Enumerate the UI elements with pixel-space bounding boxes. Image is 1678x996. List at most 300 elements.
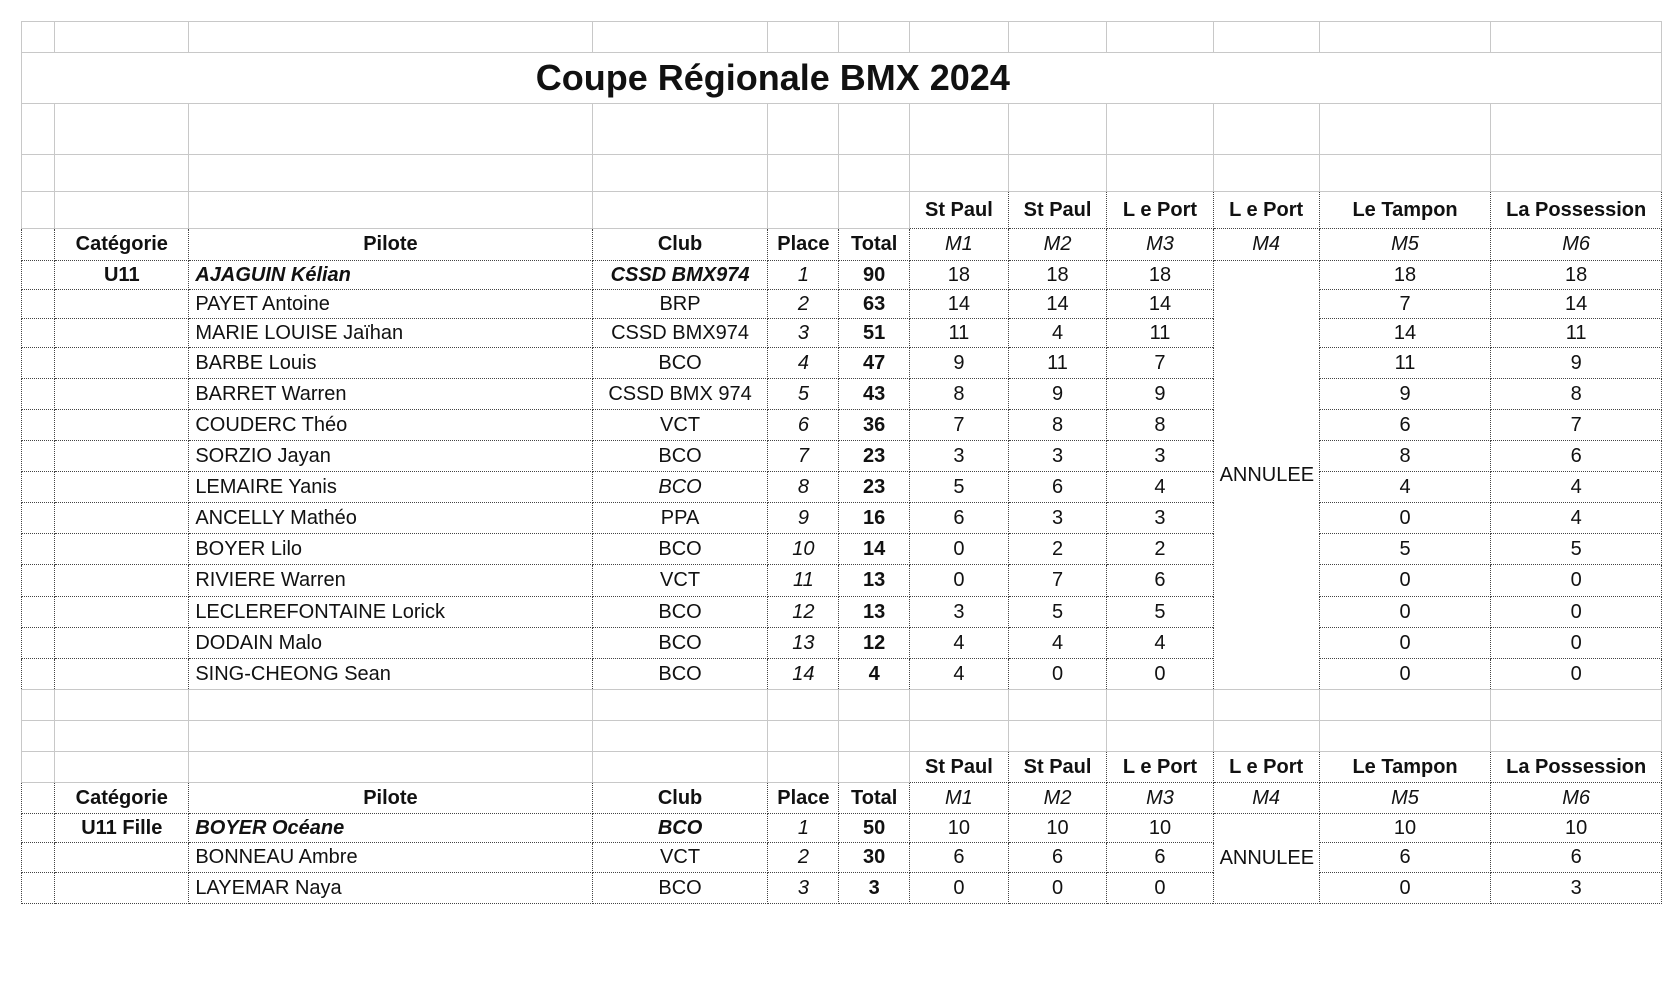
- empty-cell: [55, 721, 189, 752]
- pilote-cell: MARIE LOUISE Jaïhan: [189, 319, 592, 348]
- header-manche: M3: [1107, 783, 1213, 814]
- row-stub: [22, 873, 55, 904]
- total-cell: 23: [839, 441, 910, 472]
- header-club: Club: [592, 229, 768, 261]
- m5-cell: 0: [1319, 628, 1491, 659]
- table-row: [22, 873, 1662, 904]
- m3-cell: 3: [1107, 503, 1213, 534]
- table-row: [22, 379, 1662, 410]
- category-cell: [55, 534, 189, 565]
- m6-cell: 8: [1491, 379, 1662, 410]
- m2-cell: 5: [1008, 597, 1107, 628]
- m6-cell: 6: [1491, 441, 1662, 472]
- m1-cell: 0: [910, 873, 1009, 904]
- pilote-cell: AJAGUIN Kélian: [189, 261, 592, 290]
- total-cell: 90: [839, 261, 910, 290]
- empty-cell: [189, 22, 592, 53]
- row-stub: [22, 565, 55, 597]
- m5-cell: 4: [1319, 472, 1491, 503]
- m1-cell: 7: [910, 410, 1009, 441]
- total-cell: 43: [839, 379, 910, 410]
- place-cell: 14: [768, 659, 839, 690]
- total-cell: 4: [839, 659, 910, 690]
- place-cell: 3: [768, 873, 839, 904]
- m1-cell: 3: [910, 597, 1009, 628]
- empty-cell: [839, 690, 910, 721]
- place-cell: 8: [768, 472, 839, 503]
- header-manche: M4: [1213, 783, 1319, 814]
- empty-cell: [189, 721, 592, 752]
- header-categorie: Catégorie: [55, 229, 189, 261]
- row-stub: [22, 597, 55, 628]
- empty-cell: [1491, 690, 1662, 721]
- m1-cell: 3: [910, 441, 1009, 472]
- m1-cell: 11: [910, 319, 1009, 348]
- empty-cell: [839, 752, 910, 783]
- empty-cell: [22, 104, 55, 155]
- pilote-cell: BOYER Lilo: [189, 534, 592, 565]
- club-cell: BCO: [592, 472, 768, 503]
- category-cell: [55, 319, 189, 348]
- empty-cell: [1008, 22, 1107, 53]
- m1-cell: 8: [910, 379, 1009, 410]
- empty-cell: [1107, 721, 1213, 752]
- m5-cell: 0: [1319, 597, 1491, 628]
- table-row: [22, 597, 1662, 628]
- header-total: Total: [839, 229, 910, 261]
- club-cell: CSSD BMX974: [592, 261, 768, 290]
- category-cell: U11: [55, 261, 189, 290]
- total-cell: 63: [839, 290, 910, 319]
- empty-cell: [1008, 155, 1107, 192]
- empty-cell: [592, 155, 768, 192]
- venue-header: L e Port: [1213, 192, 1319, 229]
- total-cell: 51: [839, 319, 910, 348]
- empty-cell: [910, 721, 1009, 752]
- m2-cell: 10: [1008, 814, 1107, 843]
- m3-cell: 14: [1107, 290, 1213, 319]
- empty-cell: [55, 690, 189, 721]
- m5-cell: 6: [1319, 843, 1491, 873]
- place-cell: 6: [768, 410, 839, 441]
- m6-cell: 9: [1491, 348, 1662, 379]
- empty-cell: [1107, 104, 1213, 155]
- m3-cell: 6: [1107, 565, 1213, 597]
- m2-cell: 18: [1008, 261, 1107, 290]
- m2-cell: 11: [1008, 348, 1107, 379]
- club-cell: PPA: [592, 503, 768, 534]
- row-stub: [22, 783, 55, 814]
- table-row: [22, 659, 1662, 690]
- title-row: [22, 53, 1662, 104]
- empty-cell: [22, 155, 55, 192]
- m5-cell: 14: [1319, 319, 1491, 348]
- total-cell: 16: [839, 503, 910, 534]
- table-row: [22, 441, 1662, 472]
- table-row: [22, 843, 1662, 873]
- header-place: Place: [768, 229, 839, 261]
- empty-cell: [768, 192, 839, 229]
- header-total: Total: [839, 783, 910, 814]
- empty-cell: [1213, 22, 1319, 53]
- empty-cell: [592, 192, 768, 229]
- table-row: [22, 565, 1662, 597]
- m2-cell: 0: [1008, 659, 1107, 690]
- place-cell: 2: [768, 843, 839, 873]
- m1-cell: 9: [910, 348, 1009, 379]
- empty-cell: [768, 752, 839, 783]
- empty-cell: [1213, 690, 1319, 721]
- total-cell: 14: [839, 534, 910, 565]
- venue-header: La Possession: [1491, 192, 1662, 229]
- empty-cell: [55, 22, 189, 53]
- m3-cell: 4: [1107, 472, 1213, 503]
- m6-cell: 4: [1491, 503, 1662, 534]
- club-cell: BCO: [592, 597, 768, 628]
- m6-cell: 0: [1491, 659, 1662, 690]
- total-cell: 13: [839, 597, 910, 628]
- m2-cell: 8: [1008, 410, 1107, 441]
- empty-cell: [1491, 155, 1662, 192]
- m2-cell: 14: [1008, 290, 1107, 319]
- pilote-cell: COUDERC Théo: [189, 410, 592, 441]
- place-cell: 1: [768, 814, 839, 843]
- pilote-cell: ANCELLY Mathéo: [189, 503, 592, 534]
- m5-cell: 0: [1319, 503, 1491, 534]
- empty-cell: [55, 104, 189, 155]
- empty-cell: [1213, 104, 1319, 155]
- header-manche: M1: [910, 229, 1009, 261]
- venue-header: L e Port: [1213, 752, 1319, 783]
- empty-cell: [55, 192, 189, 229]
- total-cell: 12: [839, 628, 910, 659]
- club-cell: BCO: [592, 534, 768, 565]
- m2-cell: 3: [1008, 441, 1107, 472]
- category-cell: [55, 441, 189, 472]
- m1-cell: 5: [910, 472, 1009, 503]
- m6-cell: 18: [1491, 261, 1662, 290]
- m1-cell: 4: [910, 659, 1009, 690]
- empty-cell: [189, 192, 592, 229]
- empty-cell: [839, 22, 910, 53]
- m1-cell: 6: [910, 843, 1009, 873]
- row-stub: [22, 534, 55, 565]
- empty-cell: [1008, 104, 1107, 155]
- club-cell: CSSD BMX974: [592, 319, 768, 348]
- header-place: Place: [768, 783, 839, 814]
- empty-cell: [1491, 721, 1662, 752]
- table-row: [22, 534, 1662, 565]
- header-categorie: Catégorie: [55, 783, 189, 814]
- category-cell: [55, 290, 189, 319]
- pilote-cell: LECLEREFONTAINE Lorick: [189, 597, 592, 628]
- place-cell: 4: [768, 348, 839, 379]
- empty-cell: [592, 104, 768, 155]
- empty-cell: [22, 53, 55, 104]
- place-cell: 2: [768, 290, 839, 319]
- header-manche: M5: [1319, 783, 1491, 814]
- row-stub: [22, 348, 55, 379]
- m6-cell: 3: [1491, 873, 1662, 904]
- m1-cell: 14: [910, 290, 1009, 319]
- pilote-cell: BARBE Louis: [189, 348, 592, 379]
- m5-cell: 0: [1319, 565, 1491, 597]
- venue-header: St Paul: [910, 752, 1009, 783]
- club-cell: BCO: [592, 659, 768, 690]
- total-cell: 30: [839, 843, 910, 873]
- empty-cell: [189, 690, 592, 721]
- total-cell: 47: [839, 348, 910, 379]
- m2-cell: 9: [1008, 379, 1107, 410]
- m6-cell: 0: [1491, 597, 1662, 628]
- row-stub: [22, 261, 55, 290]
- m1-cell: 0: [910, 565, 1009, 597]
- row-stub: [22, 319, 55, 348]
- m6-cell: 4: [1491, 472, 1662, 503]
- m5-cell: 7: [1319, 290, 1491, 319]
- club-cell: VCT: [592, 565, 768, 597]
- category-cell: [55, 503, 189, 534]
- m3-cell: 2: [1107, 534, 1213, 565]
- venue-header: Le Tampon: [1319, 192, 1491, 229]
- empty-cell: [189, 752, 592, 783]
- club-cell: BCO: [592, 814, 768, 843]
- empty-cell: [22, 752, 55, 783]
- table-row: [22, 628, 1662, 659]
- m6-cell: 0: [1491, 628, 1662, 659]
- m1-cell: 6: [910, 503, 1009, 534]
- row-stub: [22, 410, 55, 441]
- m6-cell: 0: [1491, 565, 1662, 597]
- empty-cell: [768, 721, 839, 752]
- m5-cell: 8: [1319, 441, 1491, 472]
- place-cell: 12: [768, 597, 839, 628]
- spacer-row: [22, 690, 1662, 721]
- m6-cell: 6: [1491, 843, 1662, 873]
- pilote-cell: DODAIN Malo: [189, 628, 592, 659]
- club-cell: BRP: [592, 290, 768, 319]
- m3-cell: 10: [1107, 814, 1213, 843]
- empty-cell: [592, 752, 768, 783]
- header-manche: M2: [1008, 783, 1107, 814]
- m5-cell: 10: [1319, 814, 1491, 843]
- empty-cell: [189, 104, 592, 155]
- row-stub: [22, 379, 55, 410]
- m5-cell: 11: [1319, 348, 1491, 379]
- row-stub: [22, 814, 55, 843]
- m3-cell: 11: [1107, 319, 1213, 348]
- venue-row: [22, 192, 1662, 229]
- annulee-cell: ANNULEE: [1213, 814, 1319, 904]
- empty-cell: [839, 192, 910, 229]
- empty-cell: [1319, 155, 1491, 192]
- venue-header: St Paul: [1008, 192, 1107, 229]
- m1-cell: 4: [910, 628, 1009, 659]
- category-cell: [55, 565, 189, 597]
- category-cell: [55, 659, 189, 690]
- empty-cell: [839, 104, 910, 155]
- pilote-cell: BONNEAU Ambre: [189, 843, 592, 873]
- empty-cell: [592, 690, 768, 721]
- club-cell: CSSD BMX 974: [592, 379, 768, 410]
- category-cell: [55, 348, 189, 379]
- row-stub: [22, 229, 55, 261]
- empty-cell: [910, 104, 1009, 155]
- table-row: [22, 503, 1662, 534]
- empty-cell: [55, 752, 189, 783]
- annulee-cell: ANNULEE: [1213, 261, 1319, 690]
- table-row: [22, 472, 1662, 503]
- empty-cell: [1107, 155, 1213, 192]
- m3-cell: 4: [1107, 628, 1213, 659]
- table-row: [22, 410, 1662, 441]
- empty-cell: [768, 104, 839, 155]
- m3-cell: 0: [1107, 659, 1213, 690]
- total-cell: 23: [839, 472, 910, 503]
- empty-cell: [1213, 155, 1319, 192]
- row-stub: [22, 472, 55, 503]
- empty-cell: [1319, 721, 1491, 752]
- empty-cell: [22, 721, 55, 752]
- pilote-cell: BOYER Océane: [189, 814, 592, 843]
- club-cell: VCT: [592, 410, 768, 441]
- place-cell: 9: [768, 503, 839, 534]
- place-cell: 10: [768, 534, 839, 565]
- pilote-cell: BARRET Warren: [189, 379, 592, 410]
- pilote-cell: SING-CHEONG Sean: [189, 659, 592, 690]
- m3-cell: 8: [1107, 410, 1213, 441]
- empty-cell: [1008, 721, 1107, 752]
- empty-cell: [22, 22, 55, 53]
- empty-cell: [55, 155, 189, 192]
- table-row: [22, 348, 1662, 379]
- m3-cell: 9: [1107, 379, 1213, 410]
- category-cell: [55, 597, 189, 628]
- page-title: Coupe Régionale BMX 2024: [55, 53, 1491, 104]
- pilote-cell: RIVIERE Warren: [189, 565, 592, 597]
- m1-cell: 18: [910, 261, 1009, 290]
- total-cell: 3: [839, 873, 910, 904]
- empty-cell: [768, 22, 839, 53]
- total-cell: 13: [839, 565, 910, 597]
- header-manche: M1: [910, 783, 1009, 814]
- empty-cell: [839, 721, 910, 752]
- m3-cell: 7: [1107, 348, 1213, 379]
- m6-cell: 11: [1491, 319, 1662, 348]
- venue-header: St Paul: [910, 192, 1009, 229]
- pilote-cell: LAYEMAR Naya: [189, 873, 592, 904]
- row-stub: [22, 659, 55, 690]
- venue-header: L e Port: [1107, 752, 1213, 783]
- empty-cell: [910, 690, 1009, 721]
- empty-cell: [1107, 22, 1213, 53]
- venue-header: La Possession: [1491, 752, 1662, 783]
- total-cell: 36: [839, 410, 910, 441]
- place-cell: 11: [768, 565, 839, 597]
- m2-cell: 4: [1008, 319, 1107, 348]
- empty-cell: [22, 192, 55, 229]
- header-manche: M6: [1491, 229, 1662, 261]
- m6-cell: 10: [1491, 814, 1662, 843]
- m5-cell: 5: [1319, 534, 1491, 565]
- place-cell: 7: [768, 441, 839, 472]
- m5-cell: 0: [1319, 873, 1491, 904]
- header-manche: M4: [1213, 229, 1319, 261]
- column-header-row: [22, 783, 1662, 814]
- empty-cell: [189, 155, 592, 192]
- spacer-row: [22, 155, 1662, 192]
- row-stub: [22, 503, 55, 534]
- venue-header: L e Port: [1107, 192, 1213, 229]
- header-pilote: Pilote: [189, 229, 592, 261]
- place-cell: 1: [768, 261, 839, 290]
- header-manche: M2: [1008, 229, 1107, 261]
- header-manche: M3: [1107, 229, 1213, 261]
- m2-cell: 6: [1008, 843, 1107, 873]
- place-cell: 13: [768, 628, 839, 659]
- header-pilote: Pilote: [189, 783, 592, 814]
- place-cell: 3: [768, 319, 839, 348]
- venue-header: Le Tampon: [1319, 752, 1491, 783]
- spacer-row: [22, 721, 1662, 752]
- m6-cell: 14: [1491, 290, 1662, 319]
- m5-cell: 9: [1319, 379, 1491, 410]
- total-cell: 50: [839, 814, 910, 843]
- row-stub: [22, 441, 55, 472]
- table-row: [22, 319, 1662, 348]
- table-row: [22, 814, 1662, 843]
- row-stub: [22, 290, 55, 319]
- m1-cell: 0: [910, 534, 1009, 565]
- standings-sheet: [21, 21, 1662, 904]
- empty-cell: [839, 155, 910, 192]
- m3-cell: 5: [1107, 597, 1213, 628]
- column-header-row: [22, 229, 1662, 261]
- club-cell: BCO: [592, 348, 768, 379]
- m5-cell: 18: [1319, 261, 1491, 290]
- spacer-row: [22, 104, 1662, 155]
- row-stub: [22, 628, 55, 659]
- m2-cell: 7: [1008, 565, 1107, 597]
- m5-cell: 0: [1319, 659, 1491, 690]
- club-cell: BCO: [592, 873, 768, 904]
- club-cell: BCO: [592, 441, 768, 472]
- m3-cell: 6: [1107, 843, 1213, 873]
- sheet-top-row: [22, 22, 1662, 53]
- m2-cell: 6: [1008, 472, 1107, 503]
- category-cell: [55, 873, 189, 904]
- place-cell: 5: [768, 379, 839, 410]
- empty-cell: [1319, 22, 1491, 53]
- m2-cell: 3: [1008, 503, 1107, 534]
- pilote-cell: PAYET Antoine: [189, 290, 592, 319]
- pilote-cell: LEMAIRE Yanis: [189, 472, 592, 503]
- m3-cell: 3: [1107, 441, 1213, 472]
- table-row: [22, 261, 1662, 290]
- category-cell: [55, 472, 189, 503]
- m3-cell: 0: [1107, 873, 1213, 904]
- empty-cell: [1319, 690, 1491, 721]
- empty-cell: [1491, 53, 1662, 104]
- venue-header: St Paul: [1008, 752, 1107, 783]
- category-cell: [55, 379, 189, 410]
- empty-cell: [1319, 104, 1491, 155]
- venue-row: [22, 752, 1662, 783]
- empty-cell: [1491, 22, 1662, 53]
- empty-cell: [768, 690, 839, 721]
- m6-cell: 7: [1491, 410, 1662, 441]
- club-cell: VCT: [592, 843, 768, 873]
